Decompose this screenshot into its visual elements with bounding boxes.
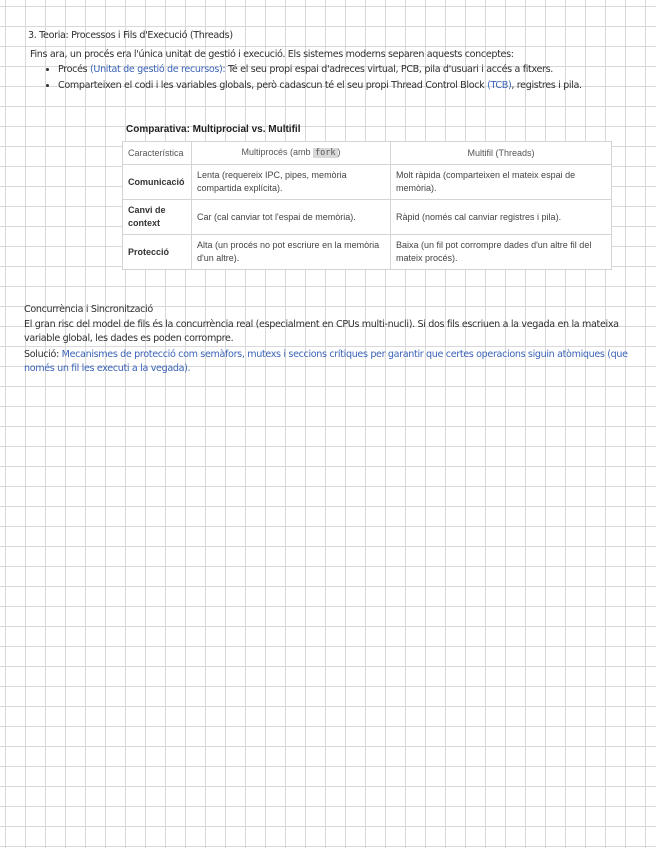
comparison-table	[122, 141, 612, 270]
row-label-comunicacio: Comunicació	[123, 165, 192, 200]
header-multiproces-prefix: Multiprocés (amb	[241, 147, 314, 157]
bullet-fils-highlight: (TCB)	[487, 80, 512, 91]
table-caption: Comparativa: Multiprocial vs. Multifil	[126, 124, 301, 135]
concurrency-heading: Concurrència i Sincronització	[24, 304, 153, 315]
table-row	[123, 165, 612, 200]
header-multiproces	[192, 142, 391, 165]
concept-list	[40, 63, 648, 95]
row-label-proteccio: Protecció	[123, 235, 192, 270]
bullet-fils-rest: , registres i pila.	[511, 80, 582, 91]
bullet-proces-rest: Té el seu propi espai d'adreces virtual, PCB, pila d'usuari i accés a fitxers.	[225, 64, 553, 75]
table-row	[123, 235, 612, 270]
cell-multiproces: Lenta (requereix IPC, pipes, memòria compartida explícita).	[192, 165, 391, 200]
concurrency-paragraph: El gran risc del model de fils és la concurrència real (especialment en CPUs multi-nucli). Si dos fils escriuen a la vegada en la mateixa variable global, les dades es poden corrompre.	[24, 319, 619, 344]
cell-multifil: Molt ràpida (comparteixen el mateix espai de memòria).	[391, 165, 612, 200]
cell-multiproces: Alta (un procés no pot escriure en la memòria d'un altre).	[192, 235, 391, 270]
solution-text: Mecanismes de protecció com semàfors, mutexs i seccions crítiques per garantir que certes operacions siguin atòmiques (que només un fil les executi a la vegada).	[24, 349, 628, 374]
section-title: 3. Teoria: Processos i Fils d'Execució (Threads)	[28, 30, 233, 41]
bullet-proces-highlight: (Unitat de gestió de recursos):	[90, 64, 226, 75]
row-label-canvi-context: Canvi de context	[123, 200, 192, 235]
header-multifil: Multifil (Threads)	[391, 142, 612, 165]
cell-multifil: Ràpid (només cal canviar registres i pila).	[391, 200, 612, 235]
intro-paragraph: Fins ara, un procés era l'única unitat de gestió i execució. Els sistemes moderns separen aquests conceptes:	[30, 49, 514, 60]
fork-code: fork	[315, 148, 336, 158]
solution-label: Solució:	[24, 349, 59, 360]
table-row	[123, 200, 612, 235]
table-header-row	[123, 142, 612, 165]
comparison-table-block	[122, 124, 612, 270]
header-caracteristica: Característica	[123, 142, 192, 165]
cell-multifil: Baixa (un fil pot corrompre dades d'un altre fil del mateix procés).	[391, 235, 612, 270]
bullet-proces	[58, 63, 648, 77]
solution-paragraph	[24, 348, 639, 376]
bullet-proces-prefix: Procés	[58, 64, 90, 75]
cell-multiproces: Car (cal canviar tot l'espai de memòria).	[192, 200, 391, 235]
bullet-fils-prefix: Comparteixen el codi i les variables globals, però cadascun té el seu propi Thread Control Block	[58, 80, 488, 91]
header-multiproces-suffix: )	[337, 147, 341, 157]
bullet-fils	[58, 79, 648, 93]
